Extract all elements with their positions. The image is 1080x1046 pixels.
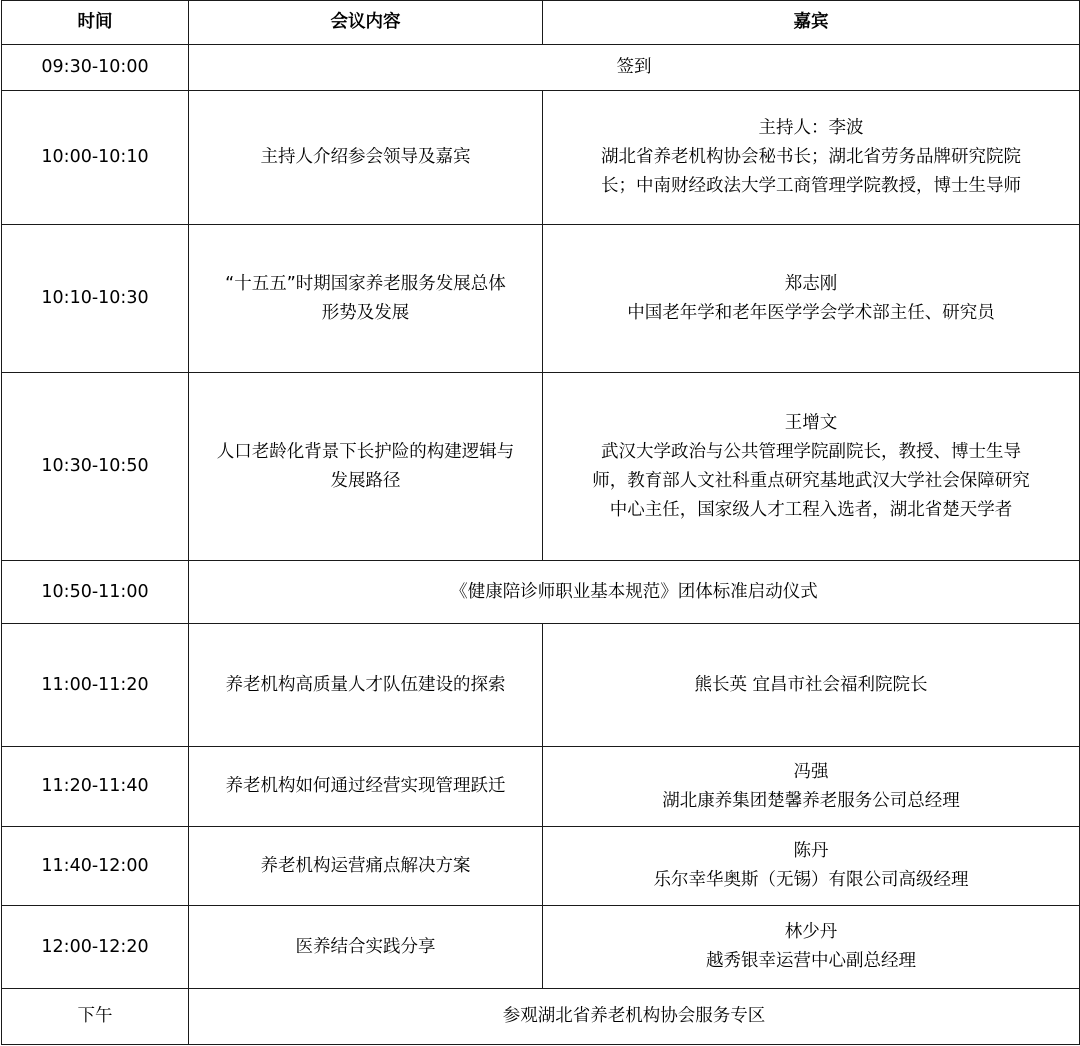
guest-desc-line: 越秀银幸运营中心副总经理: [706, 951, 916, 971]
guest-desc-line: 师，教育部人文社科重点研究基地武汉大学社会保障研究: [592, 470, 1030, 491]
time-cell: 11:40-12:00: [2, 827, 189, 906]
guest-cell: [543, 225, 1080, 373]
guest-cell: [543, 624, 1080, 747]
content-cell: [189, 225, 543, 373]
content-cell: 主持人介绍参会领导及嘉宾: [189, 91, 543, 225]
content-line: 发展路径: [330, 470, 401, 491]
guest-cell: [543, 373, 1080, 561]
time-cell: 12:00-12:20: [2, 906, 189, 989]
table-row: [2, 827, 1080, 906]
guest-name: 王增文: [784, 412, 838, 433]
time-cell: 11:20-11:40: [2, 747, 189, 827]
content-cell: [189, 373, 543, 561]
header-time: 时间: [2, 1, 189, 45]
guest-desc-line: 武汉大学政治与公共管理学院副院长，教授、博士生导: [601, 441, 1021, 462]
time-cell: 10:00-10:10: [2, 91, 189, 225]
header-guest: 嘉宾: [543, 1, 1080, 45]
content-line: 形势及发展: [321, 302, 410, 323]
guest-name: 郑志刚: [784, 273, 838, 294]
guest-desc-line: 湖北康养集团楚馨养老服务公司总经理: [662, 790, 960, 811]
time-cell: 11:00-11:20: [2, 624, 189, 747]
table-row: [2, 225, 1080, 373]
time-cell: 09:30-10:00: [2, 45, 189, 91]
guest-cell: [543, 906, 1080, 989]
table-row: [2, 45, 1080, 91]
table-row: [2, 747, 1080, 827]
table-row: [2, 561, 1080, 624]
guest-cell: [543, 747, 1080, 827]
guest-desc-line: 湖北省养老机构协会秘书长；湖北省劳务品牌研究院院: [601, 147, 1021, 167]
agenda-table: [1, 0, 1080, 1045]
guest-cell: [543, 827, 1080, 906]
time-cell: 10:30-10:50: [2, 373, 189, 561]
guest-desc-line: 乐尔幸华奥斯（无锡）有限公司高级经理: [653, 870, 969, 890]
time-cell: 10:50-11:00: [2, 561, 189, 624]
merged-content-cell: 《健康陪诊师职业基本规范》团体标准启动仪式: [189, 561, 1080, 624]
time-cell: 10:10-10:30: [2, 225, 189, 373]
guest-desc-line: 长；中南财经政法大学工商管理学院教授，博士生导师: [601, 176, 1021, 196]
table-row: [2, 373, 1080, 561]
guest-name: 熊长英 宜昌市社会福利院院长: [694, 674, 928, 695]
content-cell: 养老机构如何通过经营实现管理跃迁: [189, 747, 543, 827]
header-row: [2, 1, 1080, 45]
guest-name: 主持人：李波: [758, 118, 864, 138]
guest-name: 冯强: [793, 761, 829, 782]
content-cell: 养老机构高质量人才队伍建设的探索: [189, 624, 543, 747]
time-cell: 下午: [2, 989, 189, 1045]
merged-content-cell: 参观湖北省养老机构协会服务专区: [189, 989, 1080, 1045]
table-row: [2, 906, 1080, 989]
table-row: [2, 91, 1080, 225]
guest-cell: [543, 91, 1080, 225]
content-line: “十五五”时期国家养老服务发展总体: [225, 273, 506, 294]
content-cell: 医养结合实践分享: [189, 906, 543, 989]
guest-desc-line: 中心主任，国家级人才工程入选者，湖北省楚天学者: [609, 499, 1013, 520]
guest-desc-line: 中国老年学和老年医学学会学术部主任、研究员: [627, 302, 995, 323]
guest-name: 林少丹: [784, 922, 838, 942]
guest-name: 陈丹: [793, 841, 829, 861]
content-line: 人口老龄化背景下长护险的构建逻辑与: [216, 441, 515, 462]
content-cell: 养老机构运营痛点解决方案: [189, 827, 543, 906]
header-content: 会议内容: [189, 1, 543, 45]
merged-content-cell: 签到: [189, 45, 1080, 91]
table-row: [2, 624, 1080, 747]
table-row: [2, 989, 1080, 1045]
